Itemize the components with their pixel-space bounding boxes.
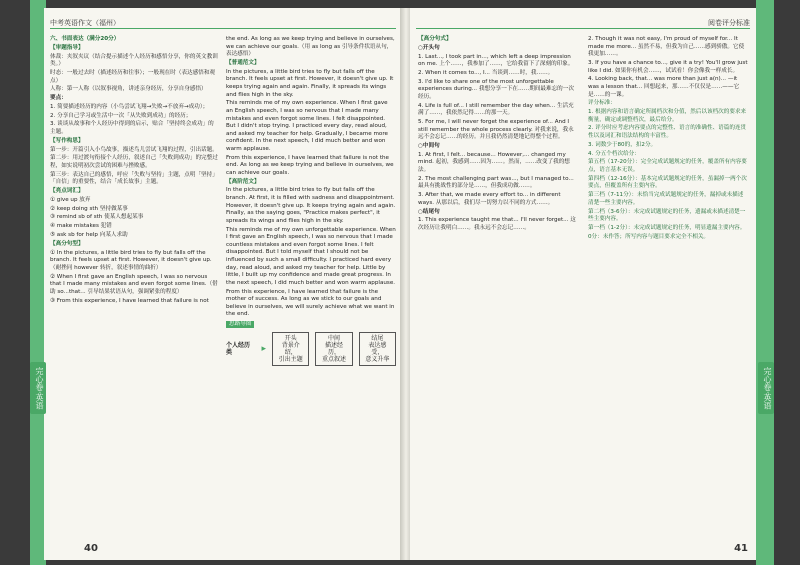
left-col2-paragraph: 【普通范文】 [226, 59, 260, 66]
left-col1-paragraph: 1. 简要描述经历的内容（小鸟尝试飞翔→失败→不放弃→成功）； [50, 103, 209, 110]
right-page-number: 41 [734, 543, 748, 554]
flow-box-line: 重点叙述 [322, 356, 347, 364]
right-col2-paragraph: 第二档（3-6分）：未完成试题规定的任务，遗漏或未描述清楚一些主要内容。 [588, 208, 746, 223]
right-header-rule [416, 28, 750, 29]
flow-box [315, 332, 352, 366]
left-col2-paragraph: In the pictures, a little bird tries to fly but falls off the branch. At first, it is filled with sadness and disappointment. However, it doesn't give up. It keeps trying again and again. Finally, as the saying goes, "Practice makes perfect", it spreads its wings and flies high in the sky. [226, 187, 396, 224]
left-col1-paragraph: 第二步：用过渡句衔接个人经历，叙述自己「失败到成功」的完整过程，如实说明初次尝试的困难与挫败感。 [50, 155, 218, 169]
left-col1-paragraph: ② When I first gave an English speech, I was so nervous that I made many mistakes and even forgot some lines.（借助 so...that... 引导结果状语从句，强调紧张的程度） [50, 273, 218, 295]
left-col1-paragraph: 要点： [50, 95, 67, 102]
left-col1-paragraph: 体裁：夹叙夹议（结合提示描述个人经历和感悟分享，你的英文教训类。） [50, 53, 218, 68]
right-side-tab: 完心卷·英语 [758, 362, 774, 414]
left-col1-paragraph: 【高分句型】 [50, 240, 84, 247]
flow-box-line: 描述经历， [325, 342, 344, 357]
left-column-2 [226, 36, 396, 366]
left-col1-paragraph: 【亮点词汇】 [50, 188, 84, 195]
right-col1-paragraph: 2. When it comes to..., I... 当谈到……时，我……。 [418, 69, 554, 76]
right-col1-paragraph: 3. After that, we made every effort to... in different ways. 从那以后，我们尽一切努力以不同的方式……。 [418, 192, 561, 206]
right-col2-paragraph: 第一档（1-2分）：未完成试题规定的任务，明显遗漏主要内容。 [588, 224, 746, 231]
right-col2-paragraph: 2. 评分时应考虑内容要点的完整性、语言的准确性、语篇的连贯性以及词汇和语法结构的丰富性。 [588, 125, 747, 140]
flow-box [359, 332, 396, 366]
flow-diagram [226, 332, 396, 366]
flow-arrow-icon: ▸ [261, 343, 267, 354]
flow-box-line: 开头 [284, 335, 297, 343]
right-col1-paragraph: 2. The most challenging part was..., but I managed to... 最具有挑战性的部分是……，但我成功做……。 [418, 175, 574, 190]
left-col1-paragraph: 2. 分享自己学习或生活中一次「从失败到成功」的经历； [50, 112, 192, 119]
left-page [44, 8, 402, 560]
left-col2-paragraph: From this experience, I have learned that failure is the mother of success. As long as we stick to our goals and believe in ourselves, we will surely achieve what we want in the end. [226, 288, 395, 318]
right-col2-paragraph: 第三档（7-11分）：未恰当完成试题规定的任务，漏掉或未描述清楚一些主要内容。 [588, 192, 744, 206]
left-col1-paragraph: 【审题指导】 [50, 44, 84, 51]
left-col2-paragraph: In the pictures, a little bird tries to fly but falls off the branch. It feels upset at first. However, it doesn't give up. It keeps trying again and again. Finally, it spreads its wings and flies high in the sky. [226, 68, 394, 98]
right-column-1 [418, 36, 578, 234]
left-col1-paragraph: 时态：一般过去时（描述经历和往事）；一般现在时（表达感悟和观点） [50, 69, 216, 84]
flow-label: 思路导图 [226, 321, 254, 329]
left-col1-paragraph: 3. 谈谈从故事和个人经历中得到的启示，贴合「坚持终会成功」的主题。 [50, 121, 214, 136]
right-col1-paragraph: ○开头句 [418, 44, 440, 51]
left-col1-paragraph: 六、书面表达（满分20分） [50, 36, 120, 42]
left-col2-paragraph: This reminds me of my own experience. When I first gave an English speech, I was so nervous that I made many mistakes and even forgot some lines. I felt disappointed. But I didn't stop trying. I practiced every day, read aloud, and asked my teacher for help. Gradually, I became more confident. In the next speech, I did much better and won warm applause. [226, 100, 388, 152]
left-side-tab: 完心卷·英语 [30, 362, 46, 414]
right-col1-paragraph: 1. At first, I felt... because... However,... changed my mind. 起初，我感到……因为……。然而，……改变了我的想法。 [418, 151, 570, 173]
flow-box-line: 中间 [328, 335, 341, 343]
right-col2-paragraph: 第四档（12-16分）：基本完成试题规定的任务，虽漏掉一两个次要点，但覆盖所有主要内容。 [588, 175, 747, 190]
right-col2-paragraph: 第五档（17-20分）：完全完成试题规定的任务，覆盖所有内容要点，语言基本无误。 [588, 159, 747, 173]
flow-box-line: 引出主题 [278, 356, 303, 364]
flow-box-line: 结尾 [371, 335, 384, 343]
left-col1-paragraph: 人称：第一人称（以叙事视角，讲述亲身经历，分享自身感悟） [50, 86, 207, 93]
left-col1-paragraph: ③ From this experience, I have learned that failure is not [50, 297, 209, 304]
right-col2-paragraph: 3. 词数少于80的，扣2分。 [588, 141, 657, 148]
left-col1-paragraph: ③ remind sb of sth 使某人想起某事 [50, 214, 144, 221]
flow-section [226, 321, 396, 367]
right-col2-paragraph: 3. If you have a chance to..., give it a try! You'll grow just like I did. 如果你有机会……，试试看！你会像我一样成长。 [588, 59, 748, 74]
left-col2-paragraph: the end. As long as we keep trying and believe in ourselves, we can achieve our goals.（用 as long as 引导条件状语从句，表达感悟） [226, 36, 395, 58]
left-col1-paragraph: ④ make mistakes 犯错 [50, 223, 112, 230]
right-col2-paragraph: 4. 分五个档次给分： [588, 150, 640, 157]
left-col1-paragraph: ① give up 放弃 [50, 196, 91, 203]
right-column-2 [588, 36, 748, 242]
right-col2-paragraph: 评分标准： [588, 100, 616, 107]
left-col1-paragraph: 【写作构思】 [50, 137, 84, 144]
left-col2-paragraph: 【高阶范文】 [226, 178, 260, 185]
right-col2-paragraph: 1. 根据内容和语言确定所属档次和分值，然后以该档次的要求来衡量，确定或调整档次，最后给分。 [588, 109, 747, 123]
right-col2-paragraph: 2. Though it was not easy, I'm proud of myself for... It made me more... 虽然不易，但我为自己……感到骄傲。它使我更加……。 [588, 36, 745, 58]
right-col1-paragraph: 5. For me, I will never forget the experience of... And I still remember the whole process clearly. 对我来说，我永远不会忘记……的经历。并且我仍然清楚地记得整个过程。 [418, 119, 574, 141]
right-col2-paragraph: 0分：未作答；所写内容与题目要求完全不相关。 [588, 233, 710, 240]
flow-items [272, 332, 396, 366]
flow-box [272, 332, 309, 366]
right-page [410, 8, 756, 560]
flow-box-line: 表达感受， [368, 342, 387, 357]
right-col1-paragraph: 4. Life is full of... I still remember the day when... 生活充满了……，我依然记得……的那一天。 [418, 102, 574, 117]
left-header-rule [50, 28, 396, 29]
right-col2-paragraph: 4. Looking back, that... was more than just a(n)... —it was a lesson that... 回想起来，那……不仅仅是……——它是……的一课。 [588, 76, 740, 98]
right-col1-paragraph: 1. This experience taught me that... I'll never forget... 这次经历让我明白……。我永远不会忘记……。 [418, 217, 576, 231]
left-col2-paragraph: This reminds me of my own unforgettable experience. When I first gave an English speech, I was so nervous that I made countless mistakes and even forgot some lines. I felt disappointed. But I told myself that I should not be influenced by such a small difficulty. I practiced hard every day, read aloud, and asked my teacher for help. Little by little, I built up my confidence and made great progress. In the next speech, I did much better and won warm applause. [226, 226, 396, 286]
right-col1-paragraph: 【高分句式】 [418, 36, 452, 42]
left-column-2-text [226, 36, 396, 319]
right-col1-paragraph: 1. Last..., I took part in..., which left a deep impression on me. 上个……，我参加了……，它给我留下了深刻的印象。 [418, 53, 574, 68]
left-col1-paragraph: 第三步：表达自己的感悟，呼应「失败与坚持」主题，点明「坚持」「自信」的重要性，结合「成长故事」主题。 [50, 171, 218, 186]
left-col1-paragraph: ① In the pictures, a little bird tries to fly but falls off the branch. It feels upset at first. However, it doesn't give up.（耐挫同 however 转折，叙述事情的曲折） [50, 249, 212, 271]
flow-box-line: 背景介绍， [281, 342, 300, 357]
left-col2-paragraph: From this experience, I have learned that failure is not the end. As long as we keep trying and believe in ourselves, we can achieve our goals. [226, 154, 394, 176]
left-header: 中考英语作文（福州） [50, 19, 120, 27]
right-header: 阅卷评分标准 [708, 19, 750, 27]
left-column-1 [50, 36, 218, 306]
flow-box-line: 意义升华 [365, 356, 390, 364]
flow-root: 个人经历类 [226, 341, 251, 357]
right-col1-paragraph: ○结尾句 [418, 208, 440, 215]
right-col1-paragraph: 3. I'd like to share one of the most unforgettable experiences during... 我想分享一下在……期间最难忘的一次经历。 [418, 78, 574, 100]
left-col1-paragraph: 第一步：开篇引入小鸟故事，描述鸟儿尝试飞翔的过程，引出话题。 [50, 146, 218, 153]
left-col1-paragraph: ② keep doing sth 坚持做某事 [50, 205, 128, 212]
left-col1-paragraph: ⑤ ask sb for help 向某人求助 [50, 232, 128, 239]
left-page-number: 40 [84, 543, 98, 554]
right-col1-paragraph: ○中间句 [418, 143, 440, 150]
right-edge-band [756, 0, 774, 565]
